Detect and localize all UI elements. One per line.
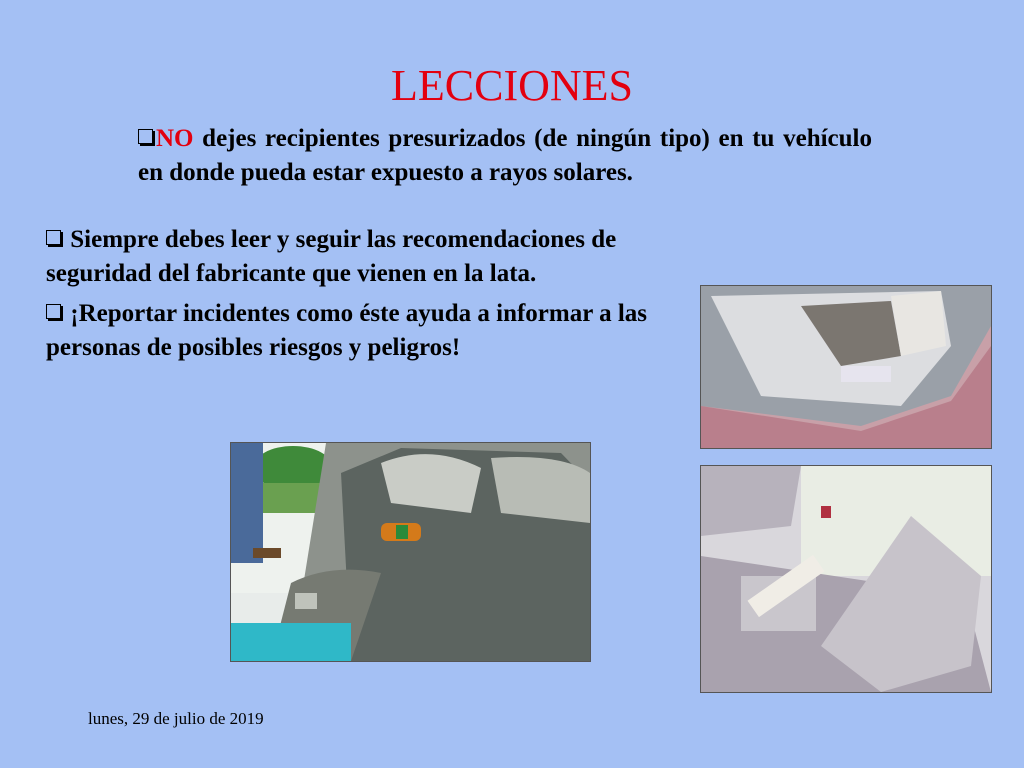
bullet-item-no-pressurized [138,122,872,190]
slide-title: LECCIONES [391,61,633,110]
bullet-text: Siempre debes leer y seguir las recomendaciones de seguridad del fabricante que vienen en la lata. [46,226,617,287]
photo-broken-window-top [700,285,992,449]
checkbox-bullet-icon [138,129,153,144]
photo-back-seat-can [230,442,591,662]
bullet-item-report-incidents [46,297,686,365]
checkbox-bullet-icon [46,304,61,319]
photo-broken-window-can [700,465,992,693]
bullet-text: ¡Reportar incidentes como éste ayuda a informar a las personas de posibles riesgos y peligros! [46,300,648,361]
footer-date: lunes, 29 de julio de 2019 [88,709,264,728]
bullet-emphasis: NO [156,125,194,152]
bullet-item-read-recommendations [46,223,686,291]
bullet-text: dejes recipientes presurizados (de ningún tipo) en tu vehículo en donde pueda estar expuesto a rayos solares. [138,125,872,186]
checkbox-bullet-icon [46,230,61,245]
